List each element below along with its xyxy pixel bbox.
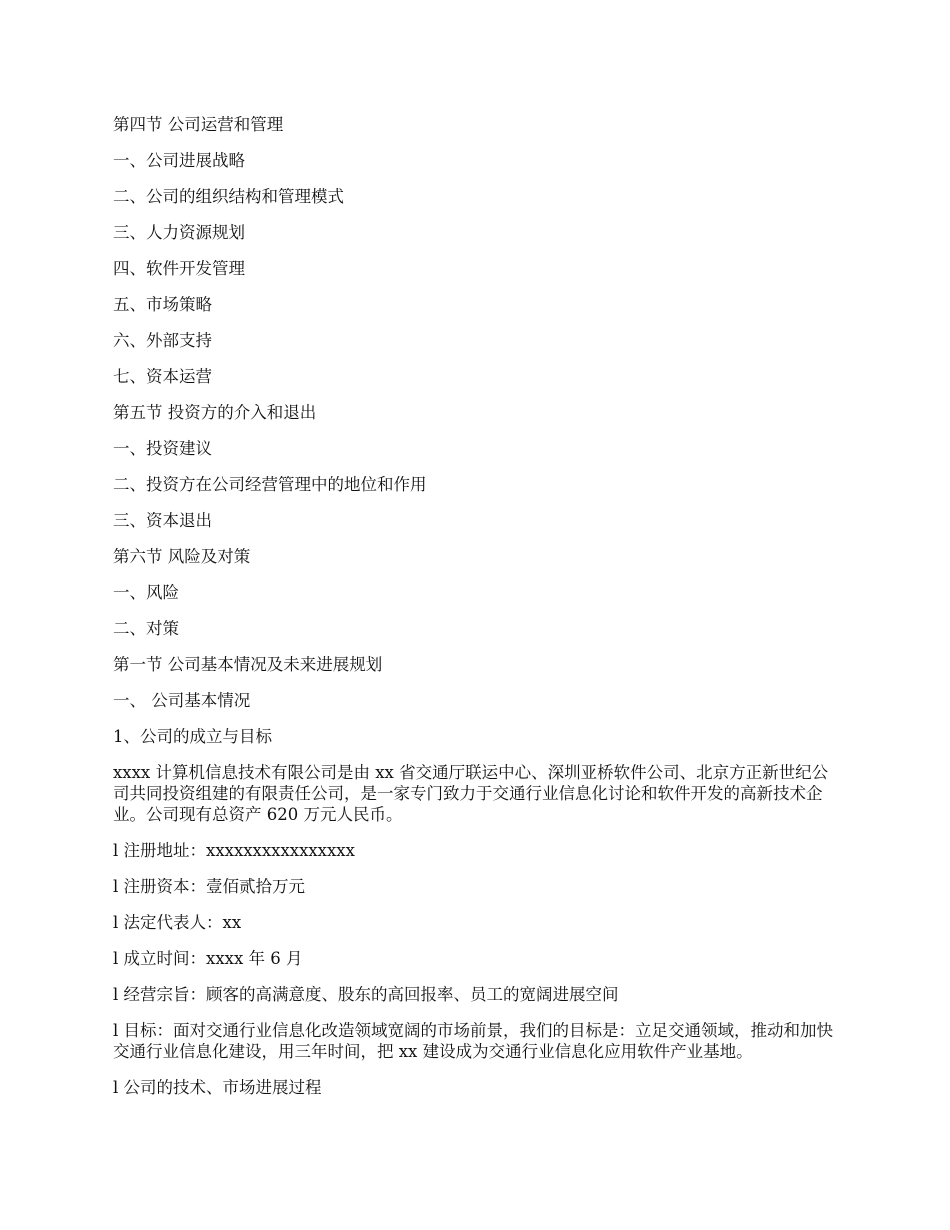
fact-registered-address: l 注册地址：xxxxxxxxxxxxxxxx (113, 841, 355, 860)
fact-development-history: l 公司的技术、市场进展过程 (113, 1078, 322, 1097)
toc-item: 四、软件开发管理 (113, 259, 245, 278)
intro-paragraph: xxxx 计算机信息技术有限公司是由 xx 省交通厅联运中心、深圳亚桥软件公司、北京方正新世纪公司共同投资组建的有限责任公司，是一家专门致力于交通行业信息化讨论和软件开发的高新技术企业。公司现有总资产 620 万元人民币。 (113, 763, 829, 824)
toc-item: 一、风险 (113, 583, 179, 602)
toc-item: 三、人力资源规划 (113, 223, 245, 242)
subsection-heading: 一、 公司基本情况 (113, 691, 251, 710)
toc-item: 一、公司进展战略 (113, 151, 245, 170)
goal-paragraph: l 目标：面对交通行业信息化改造领域宽阔的市场前景，我们的目标是：立足交通领域，推动和加快交通行业信息化建设，用三年时间，把 xx 建设成为交通行业信息化应用软件产业基地。 (113, 1021, 834, 1061)
toc-item: 六、外部支持 (113, 331, 212, 350)
document-page (113, 107, 843, 1106)
toc-item: 一、投资建议 (113, 439, 212, 458)
toc-item: 七、资本运营 (113, 367, 212, 386)
fact-business-purpose: l 经营宗旨：顾客的高满意度、股东的高回报率、员工的宽阔进展空间 (113, 985, 619, 1004)
section-heading-1: 第一节 公司基本情况及未来进展规划 (113, 655, 383, 674)
toc-item: 二、公司的组织结构和管理模式 (113, 187, 344, 206)
toc-item: 五、市场策略 (113, 295, 212, 314)
toc-item: 二、投资方在公司经营管理中的地位和作用 (113, 475, 427, 494)
section-heading-4: 第四节 公司运营和管理 (113, 115, 284, 134)
section-heading-6: 第六节 风险及对策 (113, 547, 251, 566)
toc-item: 三、资本退出 (113, 511, 212, 530)
subsection-heading: 1、公司的成立与目标 (113, 727, 272, 746)
fact-legal-representative: l 法定代表人：xx (113, 913, 242, 932)
fact-founding-date: l 成立时间：xxxx 年 6 月 (113, 949, 303, 968)
section-heading-5: 第五节 投资方的介入和退出 (113, 403, 317, 422)
toc-item: 二、对策 (113, 619, 179, 638)
fact-registered-capital: l 注册资本：壹佰贰拾万元 (113, 877, 306, 896)
